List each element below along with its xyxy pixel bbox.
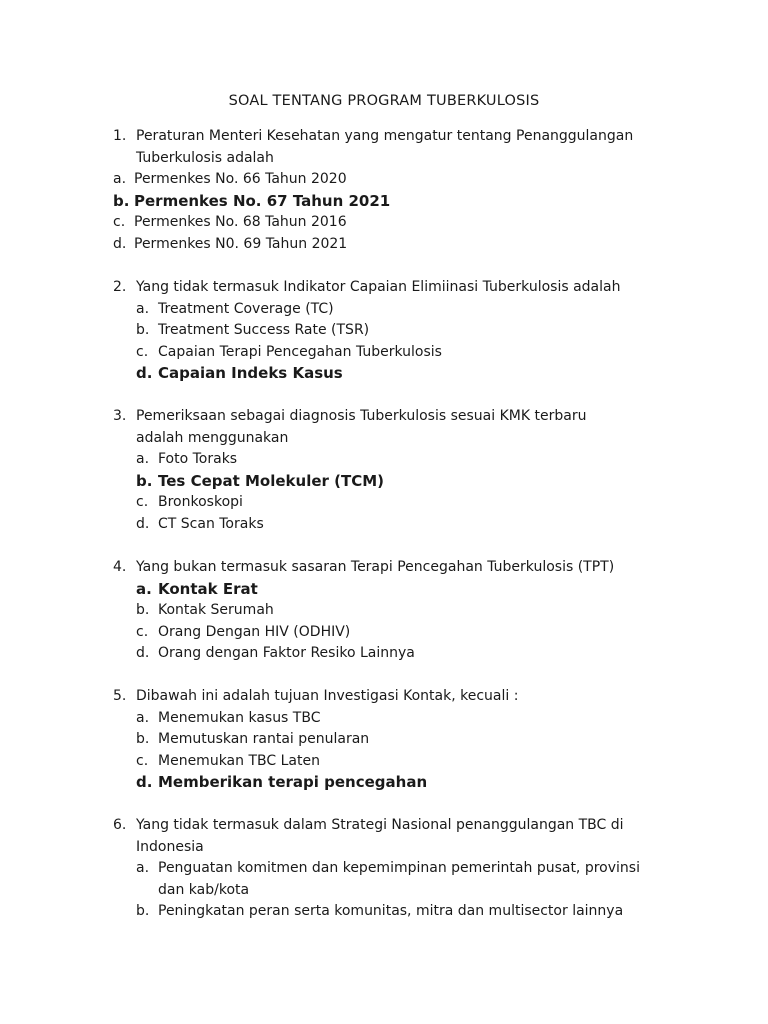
option-letter: a.: [136, 709, 150, 726]
option-text: Permenkes No. 68 Tahun 2016: [134, 214, 347, 230]
question-text: Dibawah ini adalah tujuan Investigasi Kontak, kecuali :: [136, 688, 519, 704]
option-letter: d.: [113, 235, 127, 252]
option-3b-correct[interactable]: [136, 471, 673, 493]
option-text: Treatment Coverage (TC): [158, 300, 334, 317]
option-letter: c.: [136, 494, 149, 510]
option-letter: a.: [113, 171, 127, 187]
option-letter: b.: [136, 602, 150, 618]
question-number: 1.: [113, 128, 127, 144]
question-number: 2.: [113, 279, 127, 295]
option-letter: a.: [136, 579, 152, 598]
question-6: [113, 815, 693, 923]
option-2d-correct[interactable]: [136, 363, 673, 385]
option-letter: b.: [113, 191, 130, 210]
option-text: Treatment Success Rate (TSR): [158, 322, 370, 338]
option-4c[interactable]: [136, 622, 673, 644]
option-letter: d.: [136, 515, 150, 532]
option-text: Tes Cepat Molekuler (TCM): [158, 471, 385, 490]
option-letter: c.: [113, 214, 126, 230]
option-1b-correct[interactable]: [113, 191, 673, 213]
option-6b[interactable]: [136, 901, 693, 923]
question-text: Yang tidak termasuk dalam Strategi Nasional penanggulangan TBC di Indonesia: [136, 817, 624, 855]
option-2c[interactable]: [136, 342, 673, 364]
option-letter: c.: [136, 623, 149, 640]
option-letter: b.: [136, 471, 153, 490]
question-4: [113, 557, 673, 665]
option-4d[interactable]: [136, 643, 673, 665]
option-text: Orang Dengan HIV (ODHIV): [158, 623, 351, 640]
question-text: Peraturan Menteri Kesehatan yang mengatur tentang Penanggulangan Tuberkulosis adalah: [136, 128, 634, 166]
option-text: Kontak Serumah: [158, 602, 274, 618]
option-1a[interactable]: [113, 169, 673, 191]
option-5b[interactable]: [136, 729, 673, 751]
question-1: [113, 126, 673, 169]
question-number: 4.: [113, 559, 127, 575]
question-text: Yang bukan termasuk sasaran Terapi Pencegahan Tuberkulosis (TPT): [136, 559, 615, 575]
option-text: Orang dengan Faktor Resiko Lainnya: [158, 645, 415, 661]
question-number: 3.: [113, 408, 127, 424]
option-4a-correct[interactable]: [136, 579, 673, 601]
option-letter: b.: [136, 731, 150, 747]
option-text: Permenkes No. 67 Tahun 2021: [134, 191, 391, 210]
option-3c[interactable]: [136, 492, 673, 514]
option-3d[interactable]: [136, 514, 673, 536]
option-text: Memberikan terapi pencegahan: [158, 773, 428, 791]
option-letter: d.: [136, 773, 153, 791]
option-2a[interactable]: [136, 299, 673, 321]
question-3: [113, 406, 673, 535]
option-text: Memutuskan rantai penularan: [158, 731, 370, 747]
option-text: Foto Toraks: [158, 451, 238, 467]
option-text: Capaian Indeks Kasus: [158, 364, 343, 382]
option-text: Menemukan TBC Laten: [158, 752, 320, 769]
option-text: Capaian Terapi Pencegahan Tuberkulosis: [158, 343, 442, 360]
option-letter: d.: [136, 364, 153, 382]
option-letter: c.: [136, 343, 149, 360]
question-2: [113, 277, 673, 385]
option-5d-correct[interactable]: [136, 772, 673, 794]
option-5a[interactable]: [136, 708, 673, 730]
option-1d[interactable]: [113, 234, 673, 256]
option-text: Permenkes N0. 69 Tahun 2021: [134, 235, 348, 252]
question-1-options: [113, 169, 673, 255]
option-letter: a.: [136, 451, 150, 467]
option-text: CT Scan Toraks: [158, 515, 264, 532]
option-text: Bronkoskopi: [158, 494, 243, 510]
option-text: Menemukan kasus TBC: [158, 709, 321, 726]
question-text: Yang tidak termasuk Indikator Capaian Elimiinasi Tuberkulosis adalah: [136, 279, 621, 295]
option-3a[interactable]: [136, 449, 673, 471]
question-text: Pemeriksaan sebagai diagnosis Tuberkulosis sesuai KMK terbaru adalah menggunakan: [136, 408, 587, 446]
question-5: [113, 686, 673, 794]
option-2b[interactable]: [136, 320, 673, 342]
option-6a[interactable]: [136, 858, 693, 901]
option-letter: a.: [136, 300, 150, 317]
option-letter: d.: [136, 645, 150, 661]
option-text: Penguatan komitmen dan kepemimpinan pemerintah pusat, provinsi dan kab/kota: [158, 860, 640, 898]
option-letter: b.: [136, 322, 150, 338]
option-text: Permenkes No. 66 Tahun 2020: [134, 171, 347, 187]
option-letter: a.: [136, 860, 150, 876]
option-text: Kontak Erat: [158, 579, 258, 598]
option-5c[interactable]: [136, 751, 673, 773]
option-letter: c.: [136, 752, 149, 769]
option-letter: b.: [136, 903, 150, 919]
option-1c[interactable]: [113, 212, 673, 234]
document-title: SOAL TENTANG PROGRAM TUBERKULOSIS: [228, 93, 540, 109]
question-number: 6.: [113, 817, 127, 833]
question-number: 5.: [113, 688, 127, 704]
option-text: Peningkatan peran serta komunitas, mitra dan multisector lainnya: [158, 903, 624, 919]
option-4b[interactable]: [136, 600, 673, 622]
